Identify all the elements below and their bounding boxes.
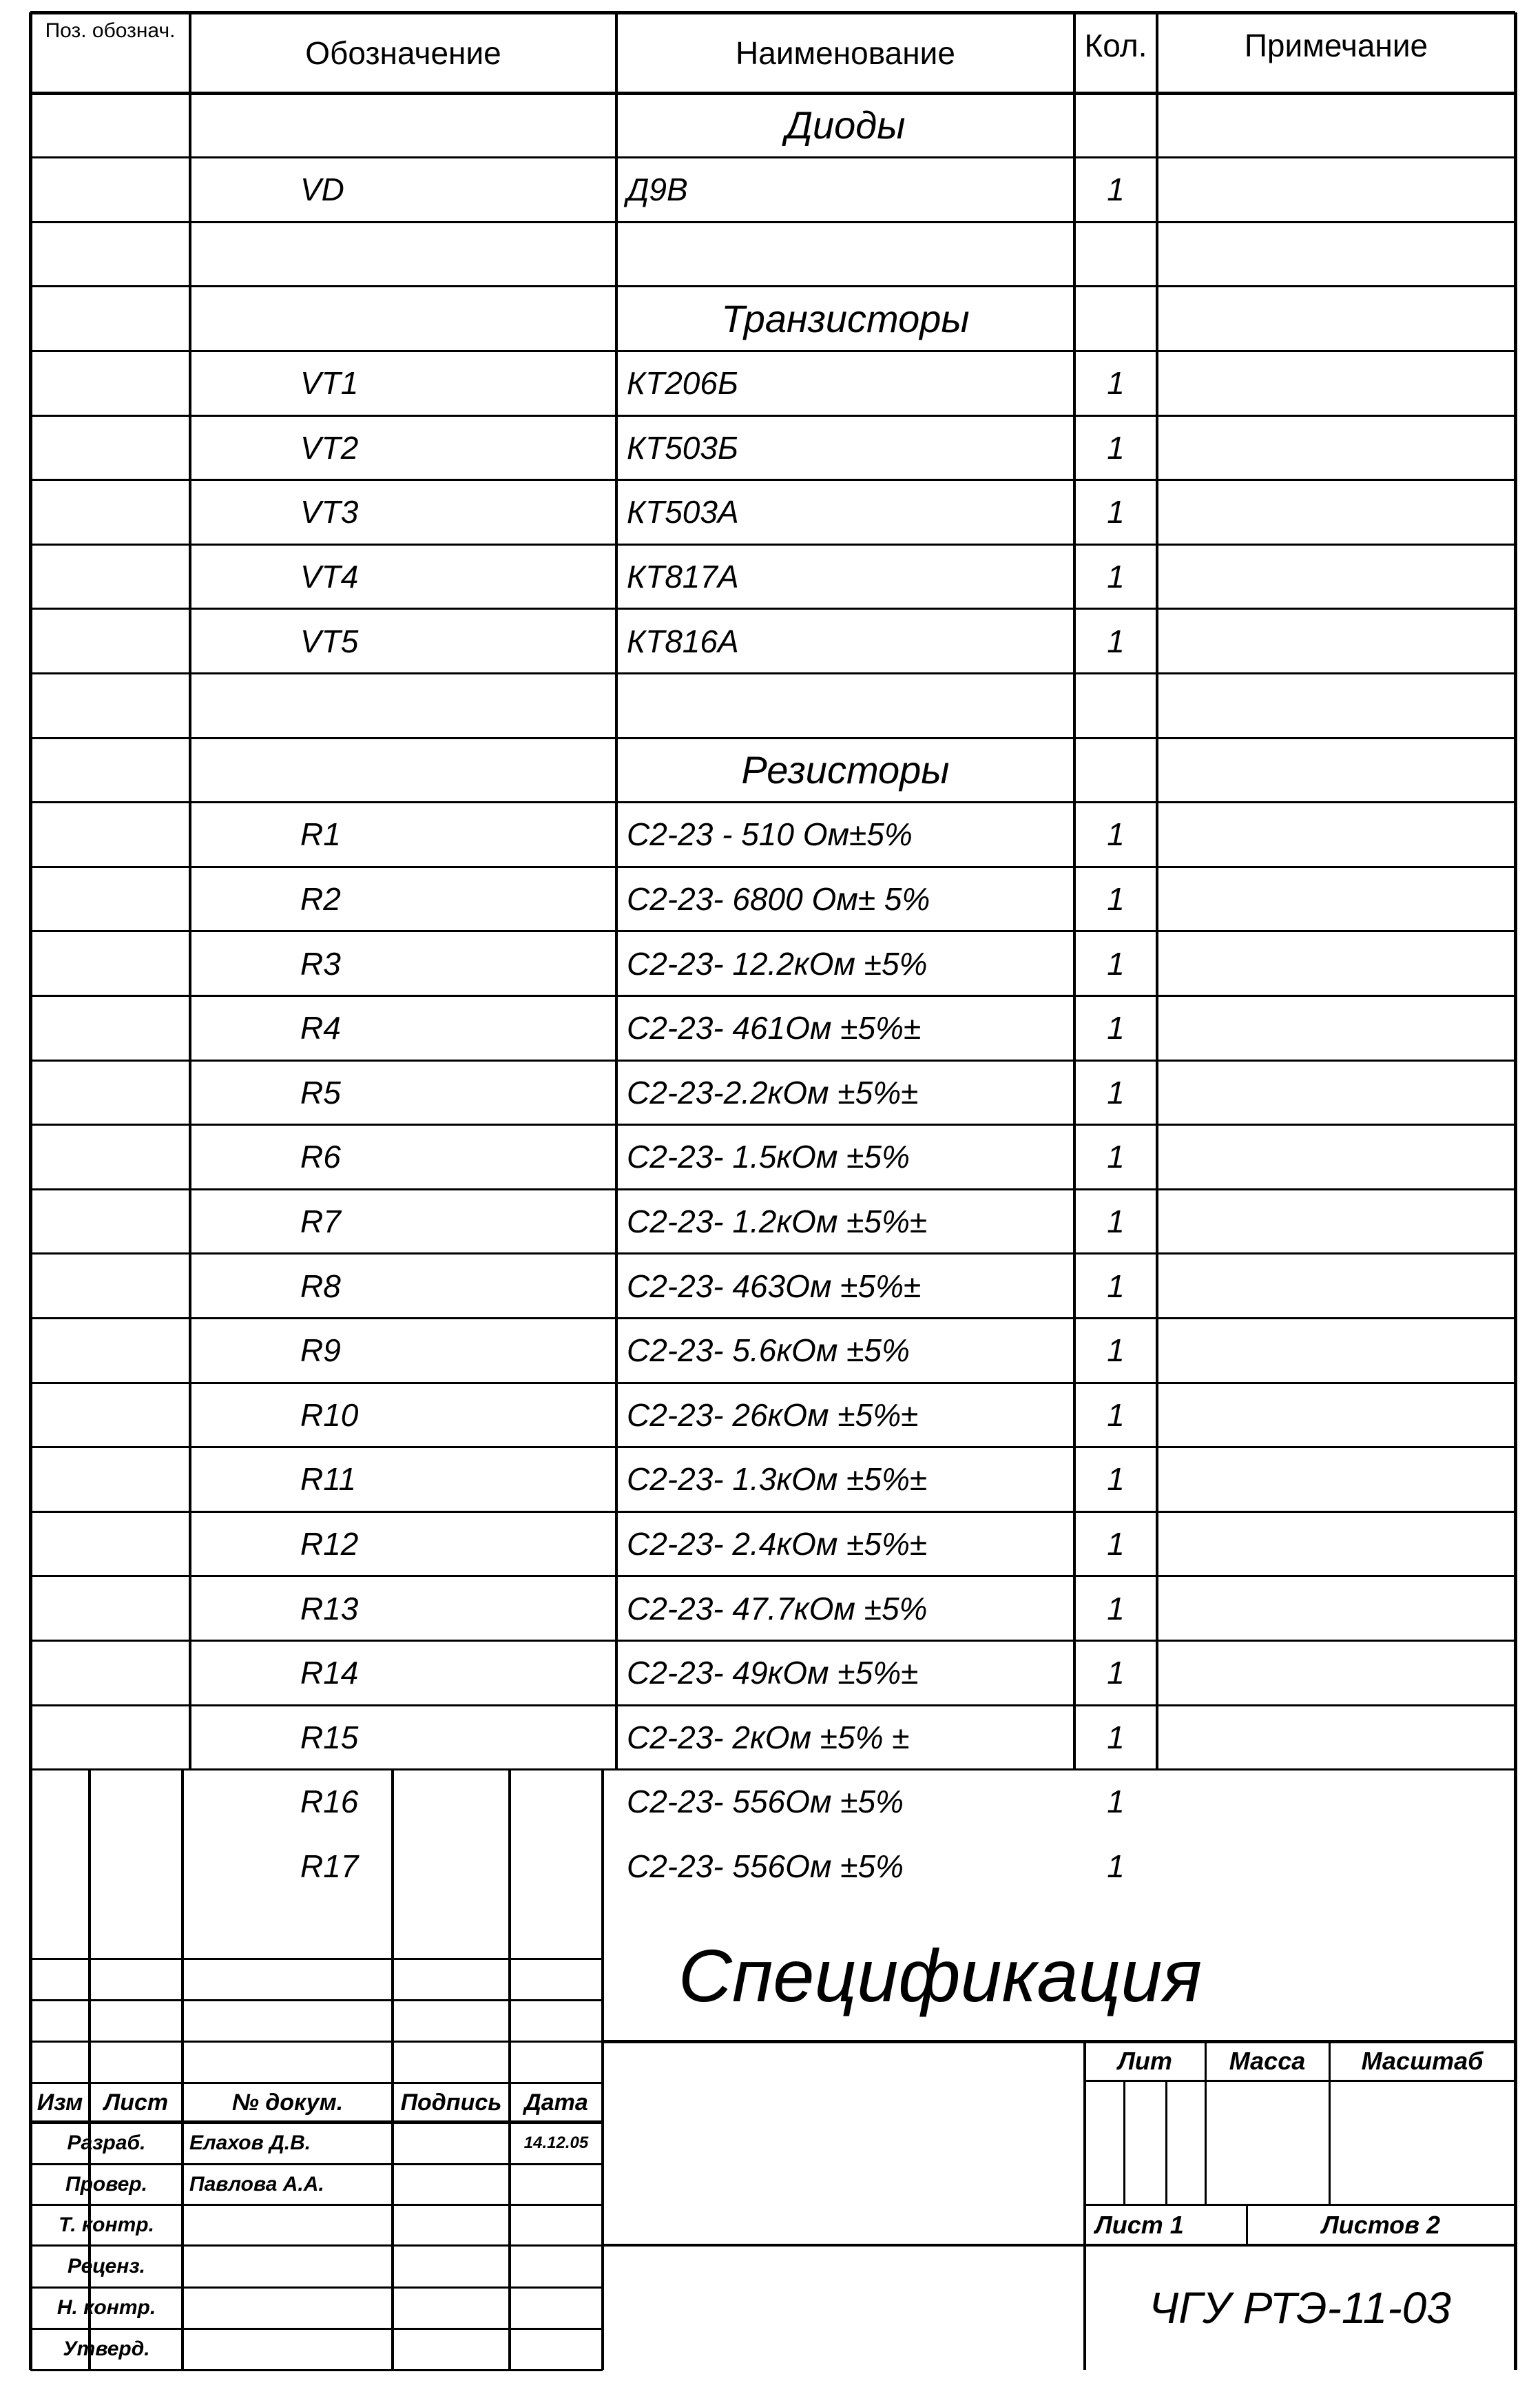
item-designation: R14 [300,1655,359,1691]
role-person-name: Елахов Д.В. [189,2131,311,2154]
row-line [30,1446,1515,1448]
item-name: С2-23-2.2кОм ±5%± [627,1074,919,1111]
item-designation: R17 [300,1848,359,1884]
item-quantity: 1 [1107,1332,1125,1369]
label-scale: Масштаб [1361,2047,1484,2075]
column-header-pos: Поз. обознач. [45,19,176,42]
item-name: С2-23- 1.2кОм ±5%± [627,1204,928,1239]
item-name: С2-23 - 510 Ом±5% [627,816,913,853]
item-quantity: 1 [1107,1074,1125,1111]
item-name: С2-23- 461Ом ±5%± [627,1010,922,1046]
item-name: С2-23- 5.6кОм ±5% [627,1332,910,1369]
row-line [30,221,1515,223]
label-date: Дата [524,2089,588,2116]
item-designation: R11 [300,1461,356,1498]
sheet-line [1085,2244,1515,2247]
row-line [30,1252,1515,1255]
row-line [30,608,1515,610]
title-block-row-line [30,1958,603,1960]
item-name: С2-23- 2.4кОм ±5%± [627,1526,928,1562]
item-designation: VT5 [300,623,359,659]
item-designation: R10 [300,1396,359,1433]
item-name: Д9В [627,172,688,208]
row-line [30,350,1515,352]
row-line [30,415,1515,417]
title-block-column-line [88,1770,91,2370]
title-block-row-line [30,2328,603,2330]
item-designation: R8 [300,1268,341,1304]
role-label: Разраб. [67,2131,146,2154]
title-block-row-line [30,2120,603,2124]
item-quantity: 1 [1107,1848,1125,1884]
header-bottom-line [30,92,1515,95]
role-label: Утверд. [63,2337,150,2360]
item-designation: R2 [300,881,341,917]
item-designation: R15 [300,1719,359,1755]
item-designation: R12 [300,1526,359,1562]
title-block-row-line [30,2204,603,2206]
section-title: Транзисторы [721,296,970,340]
item-name: С2-23- 556Ом ±5% [627,1848,904,1884]
item-designation: R6 [300,1139,341,1175]
item-quantity: 1 [1107,816,1125,853]
item-name: С2-23- 49кОм ±5%± [627,1655,919,1691]
row-line [30,1511,1515,1513]
row-line [30,1704,1515,1706]
item-name: С2-23- 556Ом ±5% [627,1784,904,1820]
item-designation: R3 [300,945,341,982]
label-mass: Масса [1229,2047,1306,2075]
title-block-column-line [181,1770,184,2370]
item-quantity: 1 [1107,172,1125,208]
item-quantity: 1 [1107,1719,1125,1755]
item-name: С2-23- 1.5кОм ±5% [627,1139,910,1175]
column-header-name: Наименование [736,35,955,71]
item-designation: R1 [300,816,341,853]
item-name: КТ206Б [627,365,738,402]
frame-top-border [30,11,1515,14]
item-quantity: 1 [1107,559,1125,595]
item-name: КТ816А [627,623,739,659]
item-designation: VT4 [300,559,359,595]
row-line [30,801,1515,803]
column-header-qty: Кол. [1084,28,1147,63]
row-line [30,1124,1515,1126]
title-block-row-line [30,2369,603,2371]
title-separator-line [603,2040,1515,2043]
row-line [30,995,1515,997]
label-izm: Изм [37,2089,83,2116]
section-title: Диоды [785,103,906,147]
item-designation: R7 [300,1204,341,1239]
item-quantity: 1 [1107,1590,1125,1627]
title-block-row-line [30,2163,603,2165]
column-separator [189,12,191,1770]
row-line [30,737,1515,739]
label-sheets-total: Листов 2 [1321,2211,1441,2239]
row-line [30,544,1515,546]
item-designation: VT1 [300,365,359,402]
item-designation: R5 [300,1074,341,1111]
item-quantity: 1 [1107,1204,1125,1239]
lit-header-line [1085,2080,1515,2082]
lit-cell-divider [1165,2081,1167,2205]
row-line [30,1317,1515,1319]
label-doc-number: № докум. [231,2089,344,2116]
item-quantity: 1 [1107,623,1125,659]
lit-bottom-line [1085,2204,1515,2206]
item-name: С2-23- 26кОм ±5%± [627,1396,919,1433]
item-designation: R13 [300,1590,359,1627]
item-quantity: 1 [1107,494,1125,530]
title-block-column-line [601,1770,604,2370]
lit-cell-divider [1123,2081,1125,2205]
frame-left-border [29,12,32,2370]
item-quantity: 1 [1107,1526,1125,1562]
section-title: Резисторы [741,747,950,792]
row-line [30,479,1515,481]
column-header-designation: Обозначение [305,35,501,71]
row-line [30,1188,1515,1190]
item-quantity: 1 [1107,365,1125,402]
row-line [30,1640,1515,1642]
item-designation: R4 [300,1010,341,1046]
item-quantity: 1 [1107,1139,1125,1175]
item-designation: VT2 [300,429,359,466]
item-quantity: 1 [1107,1010,1125,1046]
item-designation: R9 [300,1332,341,1369]
item-quantity: 1 [1107,1268,1125,1304]
title-block-row-line [30,2286,603,2289]
role-label: Н. контр. [56,2296,156,2319]
row-line [30,1575,1515,1577]
role-label: Реценз. [67,2254,145,2278]
title-block-column-line [508,1770,511,2370]
title-block-column-line [391,1770,394,2370]
frame-right-border [1514,12,1517,2370]
item-quantity: 1 [1107,1396,1125,1433]
row-line [30,866,1515,868]
row-line [30,672,1515,674]
label-signature: Подпись [400,2089,502,2116]
item-designation: VT3 [300,494,359,530]
item-name: С2-23- 47.7кОм ±5% [627,1590,928,1627]
role-date: 14.12.05 [523,2133,589,2152]
row-line [30,285,1515,287]
title-block-row-line [30,2244,603,2247]
item-name: С2-23- 463Ом ±5%± [627,1268,922,1304]
document-code: ЧГУ РТЭ-11-03 [1149,2283,1451,2333]
item-designation: VD [300,172,344,208]
item-quantity: 1 [1107,945,1125,982]
item-name: С2-23- 12.2кОм ±5% [627,945,928,982]
item-quantity: 1 [1107,429,1125,466]
item-designation: R16 [300,1784,359,1820]
label-list: Лист [103,2089,169,2116]
row-line [30,1768,1515,1770]
item-quantity: 1 [1107,881,1125,917]
row-line [30,930,1515,932]
label-sheet: Лист 1 [1095,2211,1184,2239]
row-line [30,1060,1515,1062]
row-line [30,156,1515,158]
role-person-name: Павлова А.А. [189,2172,324,2196]
title-block-row-line [30,1999,603,2001]
role-label: Т. контр. [59,2213,154,2236]
label-lit: Лит [1118,2047,1172,2075]
item-name: С2-23- 2кОм ±5% ± [627,1719,910,1755]
title-block-row-line [30,2082,603,2084]
document-title: Спецификация [678,1934,1203,2017]
item-quantity: 1 [1107,1461,1125,1498]
item-quantity: 1 [1107,1784,1125,1820]
item-name: С2-23- 6800 Ом± 5% [627,881,930,917]
role-label: Провер. [65,2172,147,2196]
item-name: КТ503Б [627,429,738,466]
item-quantity: 1 [1107,1655,1125,1691]
column-header-note: Примечание [1244,28,1428,63]
column-separator [615,12,618,1770]
item-name: С2-23- 1.3кОм ±5%± [627,1461,928,1498]
title-block-row-line [30,2041,603,2043]
item-name: КТ503А [627,494,739,530]
item-name: КТ817А [627,559,739,595]
row-line [30,1382,1515,1384]
